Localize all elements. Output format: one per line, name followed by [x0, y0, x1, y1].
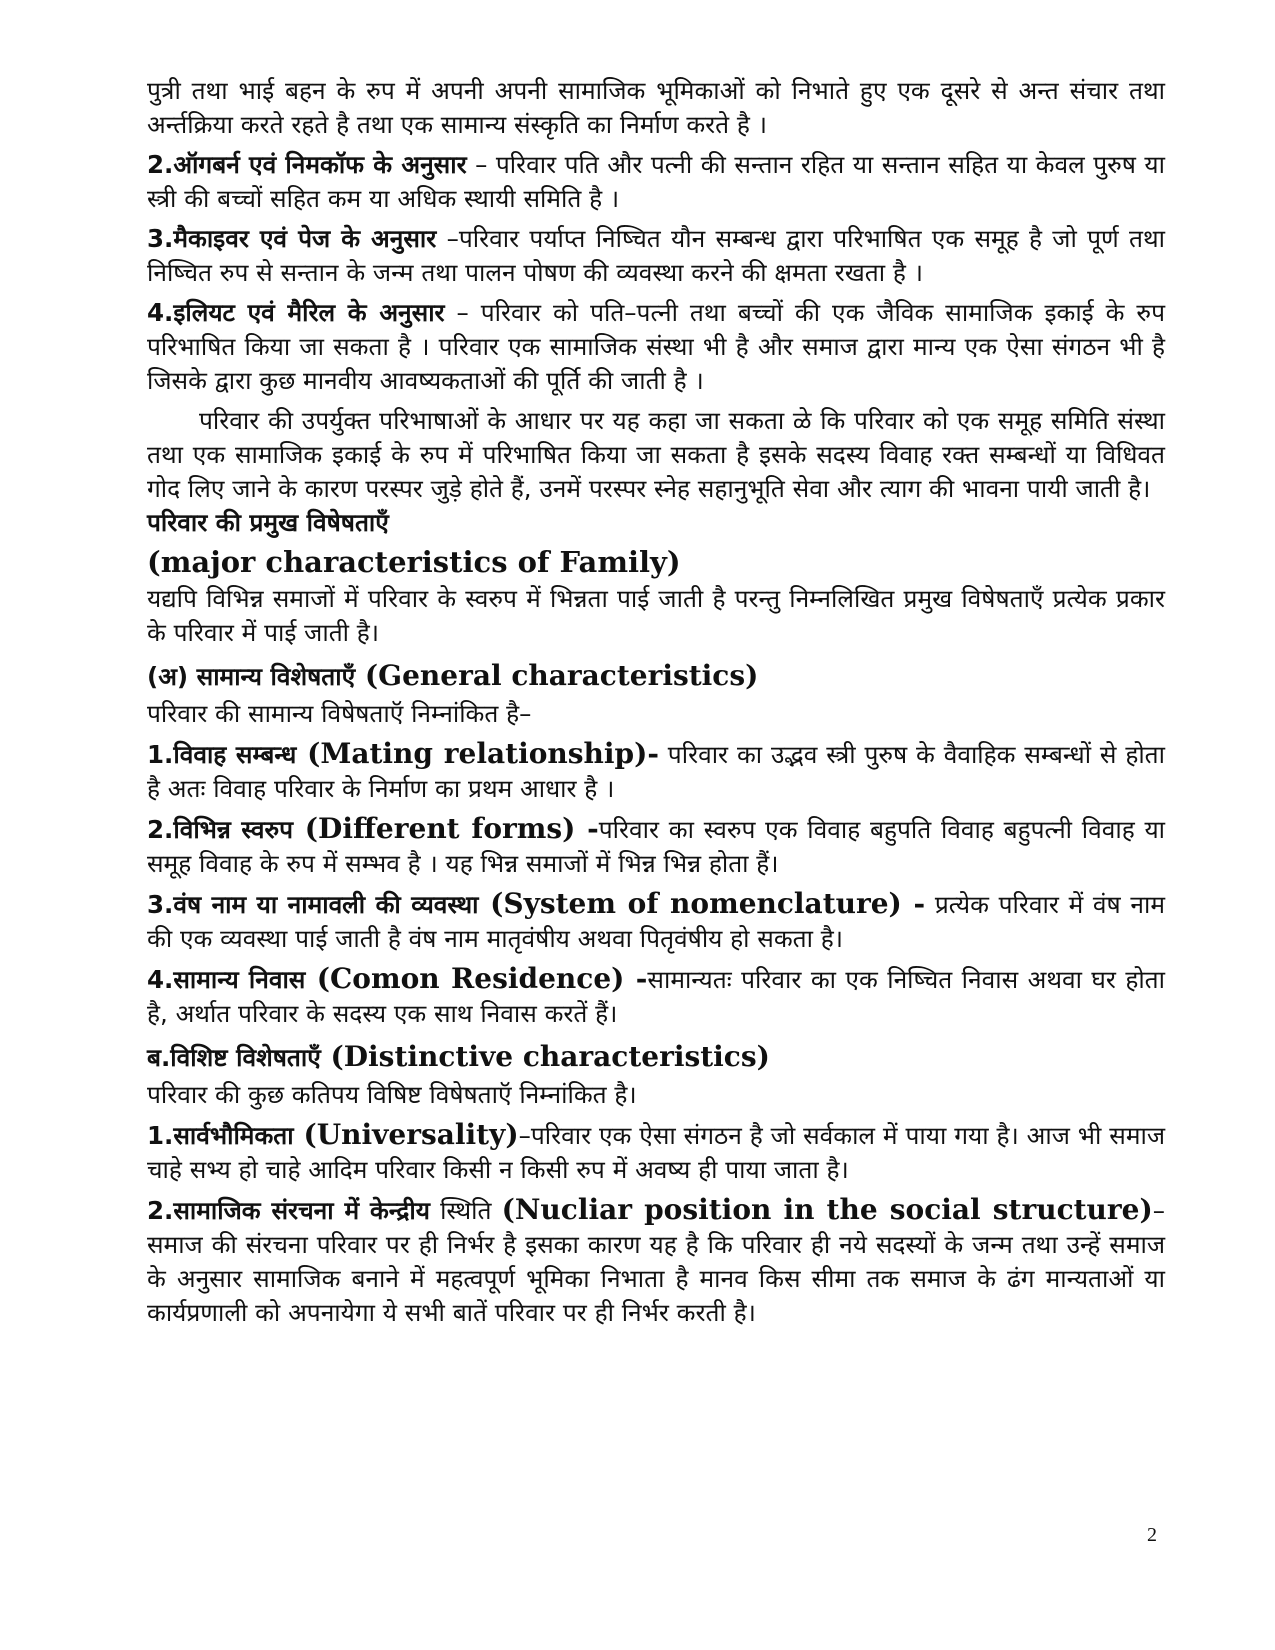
definition-ogburn: [147, 148, 1165, 216]
characteristic-nomenclature: [147, 887, 1165, 956]
subsection-intro: परिवार की सामान्य विषेषताऍ निम्नांकित है–: [147, 699, 532, 728]
characteristic-heading: 1.सार्वभौमिकता: [147, 1121, 294, 1150]
characteristic-english: (Nucliar position in the social structure): [501, 1193, 1153, 1226]
characteristic-text: परिवार का उद्भव स्त्री पुरुष के वैवाहिक सम्बन्धों से होता है अतः विवाह परिवार के निर्माण का प्रथम आधार है ।: [147, 740, 1165, 803]
definition-text: – परिवार को पति–पत्नी तथा बच्चों की एक जैविक सामाजिक इकाई के रुप परिभाषित किया जा सकता है । परिवार एक सामाजिक संस्था भी है और समाज द्वारा मान्य एक ऐसा संगठन भी है जिसके द्वारा कुछ मानवीय आवष्यकताओं की पूर्ति की जाती है ।: [147, 298, 1165, 395]
characteristic-nuclear-position: [147, 1193, 1165, 1330]
characteristic-universality: [147, 1118, 1165, 1187]
page-number: 2: [1147, 1524, 1157, 1546]
definition-maciver: [147, 222, 1165, 290]
section-heading-hindi: परिवार की प्रमुख विषेषताएँ: [147, 508, 389, 537]
subsection-heading-hindi: (अ) सामान्य विशेषताएँ: [147, 662, 356, 691]
subsection-heading-english: (General characteristics): [355, 659, 759, 692]
definition-heading: 3.मैकाइवर एवं पेज के अनुसार: [147, 224, 437, 253]
definition-elliott: [147, 296, 1165, 398]
characteristic-heading: 3.वंष नाम या नामावली की व्यवस्था: [147, 890, 479, 919]
definition-text: –परिवार पर्याप्त निष्चित यौन सम्बन्ध द्वारा परिभाषित एक समूह है जो पूर्ण तथा निष्चित रुप से सन्तान के जन्म तथा पालन पोषण की व्यवस्था करने की क्षमता रखता है ।: [147, 224, 1166, 287]
characteristic-english: (Comon Residence) -: [305, 962, 648, 995]
characteristic-heading: 2.सामाजिक संरचना में केन्द्रीय: [147, 1196, 430, 1225]
definition-heading: 2.ऑगबर्न एवं निमकॉफ के अनुसार: [147, 150, 467, 179]
section-heading-english: (major characteristics of Family): [147, 545, 681, 579]
characteristic-residence: [147, 962, 1165, 1031]
subsection-heading-hindi: ब.विशिष्ट विशेषताएँ: [147, 1043, 321, 1072]
characteristic-text: –परिवार एक ऐसा संगठन है जो सर्वकाल में पाया गया है। आज भी समाज चाहे सभ्य हो चाहे आदिम परिवार किसी न किसी रुप में अवष्य ही पाया जाता है।: [147, 1121, 1165, 1184]
subsection-heading-distinctive: [147, 1037, 1165, 1078]
subsection-heading-general: [147, 656, 1165, 697]
characteristic-heading: 2.विभिन्न स्वरुप: [147, 815, 294, 844]
characteristic-plain: स्थिति: [429, 1196, 502, 1225]
characteristic-text: सामान्यतः परिवार का एक निष्चित निवास अथवा घर होता है, अर्थात परिवार के सदस्य एक साथ निवास करतें हैं।: [147, 965, 1165, 1028]
characteristic-english: (Universality): [293, 1118, 519, 1151]
characteristic-text: – समाज की संरचना परिवार पर ही निर्भर है इसका कारण यह है कि परिवार ही नये सदस्यों के जन्म तथा उन्हें समाज के अनुसार सामाजिक बनाने में महत्वपूर्ण भूमिका निभाता है मानव किस सीमा तक समाज के ढंग मान्यताओं या कार्यप्रणाली को अपनायेगा ये सभी बातें परिवार पर ही निर्भर करती है।: [147, 1196, 1165, 1327]
subsection-heading-english: (Distinctive characteristics): [320, 1040, 770, 1073]
characteristic-english: (System of nomenclature) -: [478, 887, 926, 920]
characteristic-heading: 4.सामान्य निवास: [147, 965, 306, 994]
paragraph-continuation: पुत्री तथा भाई बहन के रुप में अपनी अपनी सामाजिक भूमिकाओं को निभाते हुए एक दूसरे से अन्त संचार तथा अर्न्तक्रिया करते रहते है तथा एक सामान्य संस्कृति का निर्माण करते है ।: [147, 76, 1165, 139]
definition-text: – परिवार पति और पत्नी की सन्तान रहित या सन्तान सहित या केवल पुरुष या स्त्री की बच्चों सहित कम या अधिक स्थायी समिति है ।: [147, 150, 1165, 213]
characteristic-mating: [147, 737, 1165, 806]
characteristic-text: प्रत्येक परिवार में वंष नाम की एक व्यवस्था पाई जाती है वंष नाम मातृवंषीय अथवा पितृवंषीय हो सकता है।: [147, 890, 1165, 953]
characteristic-text: परिवार का स्वरुप एक विवाह बहुपति विवाह बहुपत्नी विवाह या समूह विवाह के रुप में सम्भव है । यह भिन्न समाजों में भिन्न भिन्न होता हैं।: [147, 815, 1166, 878]
characteristic-english: (Mating relationship)-: [296, 737, 659, 770]
subsection-intro: परिवार की कुछ कतिपय विषिष्ट विषेषताऍ निम्नांकित है।: [147, 1080, 637, 1109]
definition-heading: 4.इलियट एवं मैरिल के अनुसार: [147, 298, 445, 327]
characteristic-english: (Different forms) -: [293, 812, 599, 845]
summary-paragraph: परिवार की उपर्युक्त परिभाषाओं के आधार पर यह कहा जा सकता ळे कि परिवार को एक समूह समिति संस्था तथा एक सामाजिक इकाई के रुप में परिभाषित किया जा सकता है इसके सदस्य विवाह रक्त सम्बन्धों या विधिवत गोद लिए जाने के कारण परस्पर जुड़े होते हैं, उनमें परस्पर स्नेह सहानुभूति सेवा और त्याग की भावना पायी जाती है।: [147, 406, 1165, 503]
characteristic-forms: [147, 812, 1165, 881]
section-intro: यद्यपि विभिन्न समाजों में परिवार के स्वरुप में भिन्नता पाई जाती है परन्तु निम्नलिखित प्रमुख विषेषताएँ प्रत्येक प्रकार के परिवार में पाई जाती है।: [147, 584, 1165, 647]
characteristic-heading: 1.विवाह सम्बन्ध: [147, 740, 297, 769]
